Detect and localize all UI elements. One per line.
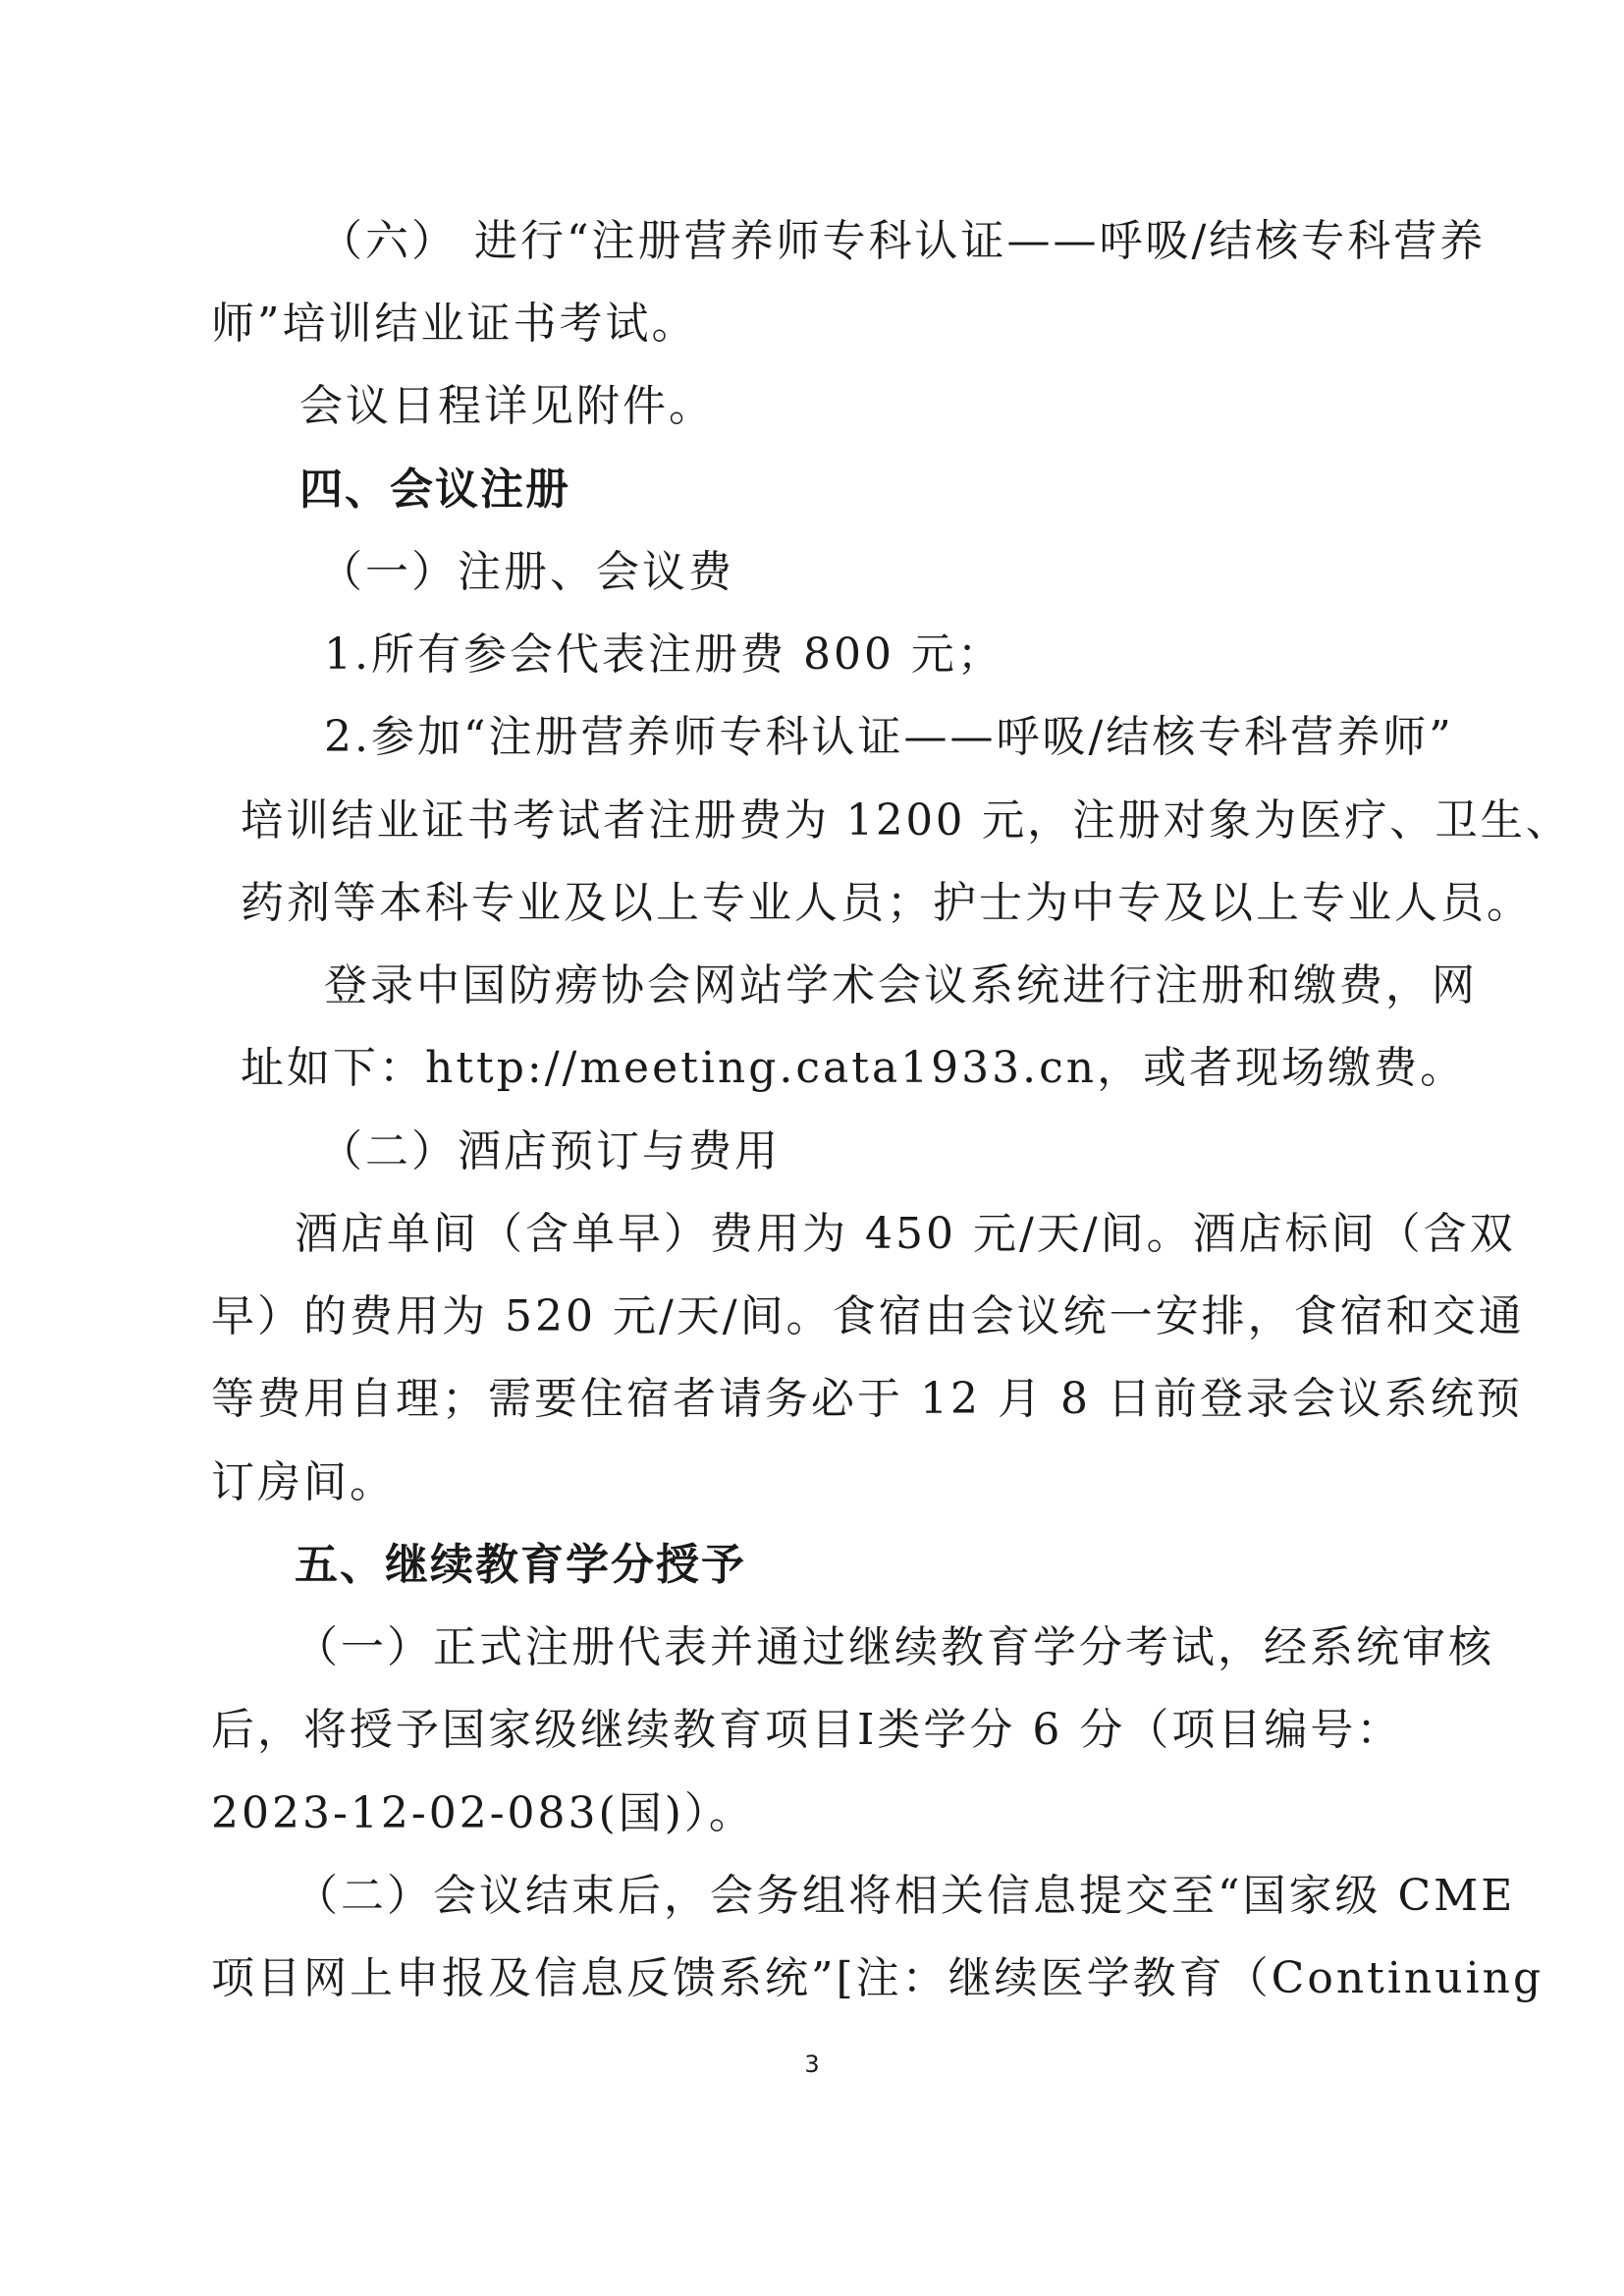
credits-item-2-line-1: （二）会议结束后，会务组将相关信息提交至“国家级 CME: [295, 1871, 1516, 1921]
credits-item-2-line-2: 项目网上申报及信息反馈系统”[注：继续医学教育（Continuing: [211, 1953, 1544, 2003]
credits-item-1-line-3: 2023-12-02-083(国)）。: [211, 1788, 755, 1838]
fee-item-2-line-2: 培训结业证书考试者注册费为 1200 元，注册对象为医疗、卫生、: [241, 795, 1571, 846]
section-heading-registration: 四、会议注册: [299, 465, 570, 515]
fee-item-2-line-3: 药剂等本科专业及以上专业人员；护士为中专及以上专业人员。: [241, 878, 1533, 928]
credits-item-1-line-1: （一）正式注册代表并通过继续教育学分考试，经系统审核: [295, 1622, 1494, 1672]
subheading-hotel: （二）酒店预订与费用: [319, 1126, 781, 1176]
hotel-line-3: 等费用自理；需要住宿者请务必于 12 月 8 日前登录会议系统预: [211, 1374, 1523, 1424]
subheading-registration-fee: （一）注册、会议费: [319, 547, 734, 597]
schedule-note: 会议日程详见附件。: [299, 381, 715, 431]
hotel-line-1: 酒店单间（含单早）费用为 450 元/天/间。酒店标间（含双: [295, 1209, 1516, 1259]
page-number: 3: [804, 2050, 820, 2078]
item-six-line-2: 师”培训结业证书考试。: [211, 299, 698, 349]
hotel-line-4: 订房间。: [211, 1457, 396, 1507]
fee-item-1: 1.所有参会代表注册费 800 元；: [324, 629, 1003, 680]
credits-item-1-line-2: 后，将授予国家级继续教育项目Ⅰ类学分 6 分（项目编号：: [211, 1705, 1403, 1755]
registration-instructions-line-1: 登录中国防痨协会网站学术会议系统进行注册和缴费，网: [324, 960, 1478, 1011]
fee-item-2-line-1: 2.参加“注册营养师专科认证——呼吸/结核专科营养师”: [324, 712, 1454, 762]
registration-url-line: 址如下：http://meeting.cata1933.cn，或者现场缴费。: [241, 1043, 1467, 1093]
section-heading-credits: 五、继续教育学分授予: [295, 1540, 746, 1590]
hotel-line-2: 早）的费用为 520 元/天/间。食宿由会议统一安排，食宿和交通: [211, 1291, 1525, 1341]
item-six-line-1: （六） 进行“注册营养师专科认证——呼吸/结核专科营养: [319, 216, 1487, 266]
